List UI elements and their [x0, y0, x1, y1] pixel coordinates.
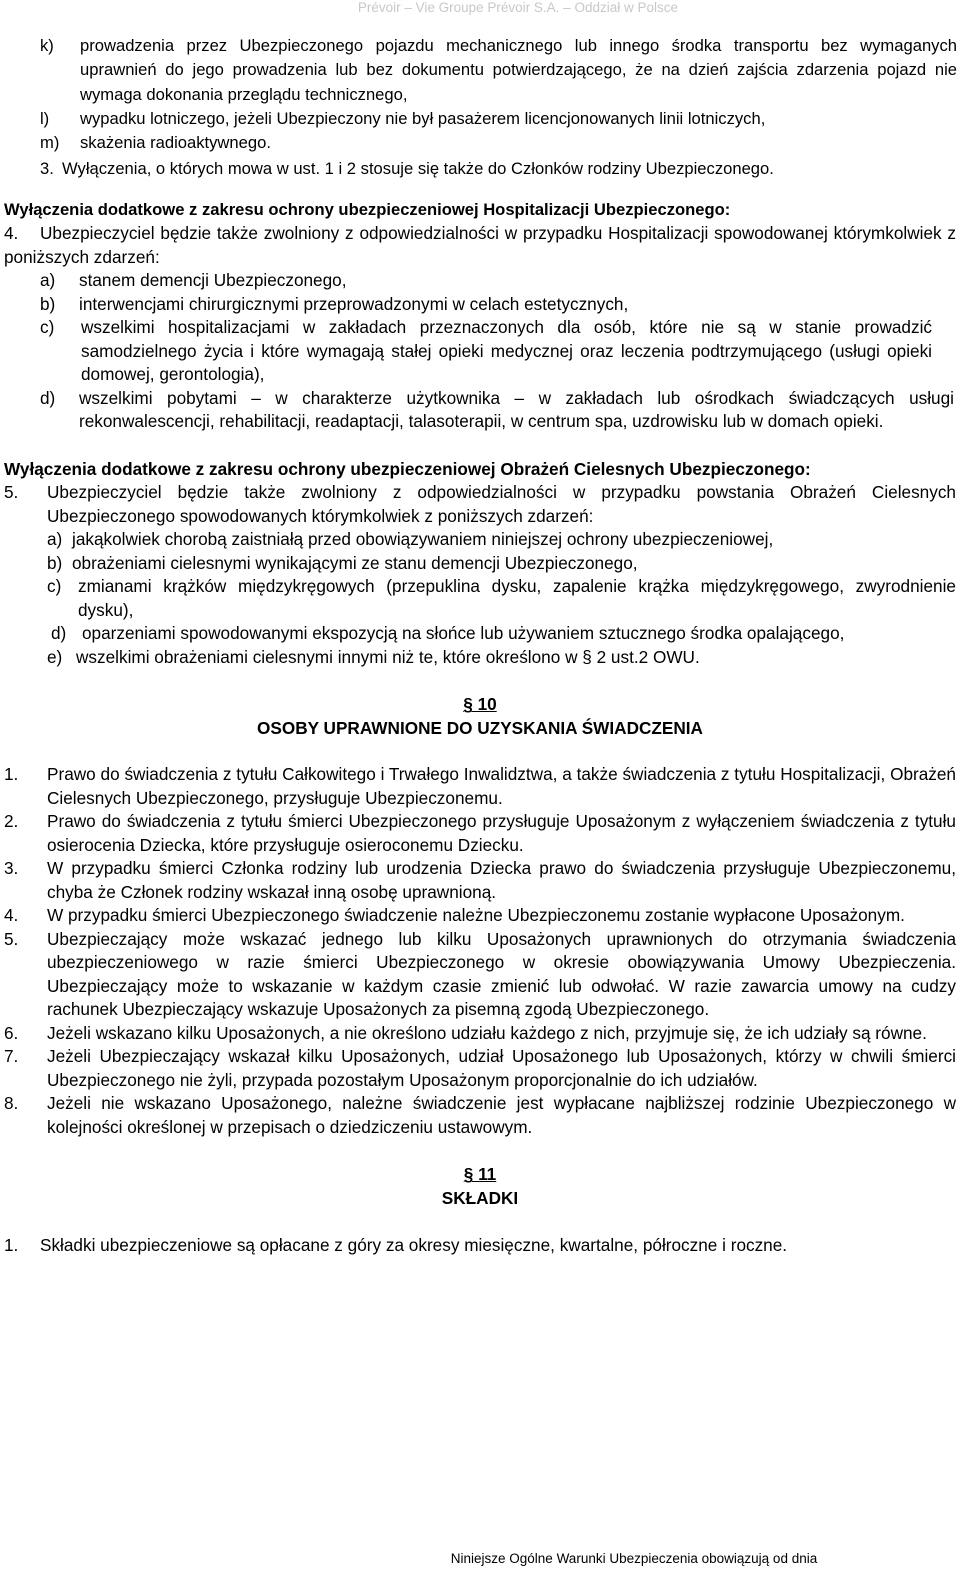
item-text: Prawo do świadczenia z tytułu śmierci Ubezpieczonego przysługuje Uposażonym z wyłączeniem świadczenia z tytułu osierocenia Dziecka, które przysługuje osieroconemu Dziecku. — [47, 811, 956, 855]
section-10-list — [0, 763, 960, 1139]
section-10-item-1 — [0, 763, 960, 810]
item-text: zmianami krążków międzykręgowych (przepuklina dysku, zapalenie krążka międzykręgowego, zwyrodnienie dysku), — [78, 576, 956, 620]
item-label: 1. — [4, 764, 19, 785]
item-text: Jeżeli nie wskazano Uposażonego, należne świadczenie jest wypłacane najbliższej rodzinie Ubezpieczonego w kolejności określonej w przepisach o dziedziczeniu ustawowym. — [47, 1093, 956, 1137]
item-text: Prawo do świadczenia z tytułu Całkowitego i Trwałego Inwalidztwa, a także świadczenia z tytułu Hospitalizacji, Obrażeń Cielesnych Ubezpieczonego, przysługuje Ubezpieczonemu. — [47, 764, 956, 808]
item-text: wszelkimi pobytami – w charakterze użytkownika – w zakładach lub ośrodkach świadczących usługi rekonwalescencji, rehabilitacji, readaptacji, talasoterapii, w centrum spa, uzdrowisku lub w domach opieki. — [79, 387, 954, 432]
exclusion-item-l — [0, 107, 960, 131]
item-label: m) — [40, 133, 60, 153]
item-text: oparzeniami spowodowanymi ekspozycją na słońce lub używaniem sztucznego środka opalającego, — [82, 623, 845, 644]
item-text: stanem demencji Ubezpieczonego, — [79, 270, 347, 291]
item-text: interwencjami chirurgicznymi przeprowadzonymi w celach estetycznych, — [79, 293, 629, 314]
item-label: a) — [47, 529, 63, 550]
item-label: 3. — [40, 158, 54, 178]
item-text: prowadzenia przez Ubezpieczonego pojazdu mechanicznego lub innego środka transportu bez wymaganych uprawnień do jego prowadzenia lub bez dokumentu potwierdzającego, że na dzień zajścia zdarzenia pojazd nie wymaga dokonania przeglądu technicznego, — [80, 36, 957, 104]
item-label: d) — [51, 623, 67, 644]
item-label: 4. — [4, 223, 19, 244]
item-text: Ubezpieczający może wskazać jednego lub kilku Uposażonych uprawnionych do otrzymania świadczenia ubezpieczeniowego w razie śmierci Ubezpieczonego w okresie obowiązywania Umowy Ubezpieczenia. Ubezpieczający może to wskazanie w każdym czasie zmienić lub odwołać. W razie zawarcia umowy na cudzy rachunek Ubezpieczający wskazuje Uposażonych za pisemną zgodą Ubezpieczonego. — [47, 928, 956, 1020]
point-3 — [0, 157, 960, 181]
item-label: 4. — [4, 905, 19, 926]
exclusion-item-m — [0, 131, 960, 155]
item-label: 2. — [4, 811, 19, 832]
item-text: skażenia radioaktywnego. — [80, 133, 271, 153]
item-text: Składki ubezpieczeniowe są opłacane z góry za okresy miesięczne, kwartalne, półroczne i roczne. — [40, 1235, 788, 1256]
section-10-item-2 — [0, 810, 960, 857]
item-label: c) — [40, 317, 55, 338]
section-11-title: SKŁADKI — [441, 1187, 519, 1208]
item-text: W przypadku śmierci Członka rodziny lub urodzenia Dziecka prawo do świadczenia przysługuje Ubezpieczonemu, chyba że Członek rodziny wskazał inną osobę uprawnioną. — [47, 858, 956, 902]
hospitalization-exclusions-heading: Wyłączenia dodatkowe z zakresu ochrony ubezpieczeniowej Hospitalizacji Ubezpieczonego: — [4, 199, 731, 219]
page-header: Prévoir – Vie Groupe Prévoir S.A. – Oddział w Polsce — [357, 0, 678, 15]
item-label: a) — [40, 270, 56, 291]
item-text: Ubezpieczyciel będzie także zwolniony z odpowiedzialności w przypadku powstania Obrażeń Cielesnych Ubezpieczonego spowodowanych którymkolwiek z poniższych zdarzeń: — [47, 482, 956, 526]
item-label: k) — [40, 36, 54, 55]
section-11-number: § 11 — [463, 1164, 497, 1185]
point-5-item-c — [0, 575, 960, 622]
item-text: Jeżeli wskazano kilku Uposażonych, a nie określono udziału każdego z nich, przyjmuje się, że ich udziały są równe. — [47, 1022, 927, 1043]
section-10-item-8 — [0, 1092, 960, 1139]
item-label: 5. — [4, 928, 19, 949]
item-text: Jeżeli Ubezpieczający wskazał kilku Uposażonych, udział Uposażonego lub Uposażonych, którzy w chwili śmierci Ubezpieczonego nie żyli, przypada pozostałym Uposażonym proporcjonalnie do ich udziałów. — [47, 1046, 956, 1090]
item-text: wypadku lotniczego, jeżeli Ubezpieczony nie był pasażerem licencjonowanych linii lotniczych, — [80, 109, 766, 128]
item-label: 7. — [4, 1046, 19, 1067]
item-text: wszelkimi obrażeniami cielesnymi innymi niż te, które określono w § 2 ust.2 OWU. — [76, 646, 700, 667]
section-10-item-4 — [0, 904, 960, 928]
section-11-item-1 — [0, 1234, 960, 1258]
point-5 — [0, 481, 960, 528]
item-text: Wyłączenia, o których mowa w ust. 1 i 2 stosuje się także do Członków rodziny Ubezpieczonego. — [62, 158, 774, 178]
item-label: e) — [47, 646, 63, 667]
point-4-item-c — [0, 316, 960, 387]
item-text: obrażeniami cielesnymi wynikającymi ze stanu demencji Ubezpieczonego, — [72, 552, 638, 573]
section-10-item-3 — [0, 857, 960, 904]
page-footer: Niniejsze Ogólne Warunki Ubezpieczenia obowiązują od dnia — [450, 1551, 818, 1566]
item-label: d) — [40, 387, 56, 408]
point-5-item-b — [0, 552, 960, 576]
point-4-item-b — [0, 293, 960, 317]
item-text: jakąkolwiek chorobą zaistniałą przed obowiązywaniem niniejszej ochrony ubezpieczeniowej, — [72, 529, 774, 550]
item-label: b) — [40, 293, 56, 314]
section-10-item-7 — [0, 1045, 960, 1092]
item-label: 1. — [4, 1235, 19, 1256]
item-label: 8. — [4, 1093, 19, 1114]
point-5-item-a — [0, 528, 960, 552]
item-label: l) — [40, 109, 50, 128]
section-10-item-6 — [0, 1022, 960, 1046]
document-body — [0, 34, 960, 1258]
section-10-number: § 10 — [463, 694, 497, 715]
item-label: 6. — [4, 1022, 19, 1043]
section-10-item-5 — [0, 928, 960, 1022]
item-text: Ubezpieczyciel będzie także zwolniony z odpowiedzialności w przypadku Hospitalizacji spowodowanej którymkolwiek z poniższych zdarzeń: — [4, 223, 956, 267]
item-label: 3. — [4, 858, 19, 879]
injury-exclusions-heading: Wyłączenia dodatkowe z zakresu ochrony ubezpieczeniowej Obrażeń Cielesnych Ubezpieczonego: — [4, 458, 811, 479]
point-4-item-a — [0, 269, 960, 293]
point-5-item-d — [0, 622, 960, 646]
item-label: 5. — [4, 482, 19, 503]
point-4 — [0, 222, 960, 269]
point-4-item-d — [0, 387, 960, 434]
exclusion-item-k — [0, 34, 960, 107]
section-10-title: OSOBY UPRAWNIONE DO UZYSKANIA ŚWIADCZENIA — [257, 717, 703, 738]
item-label: b) — [47, 552, 63, 573]
item-text: wszelkimi hospitalizacjami w zakładach przeznaczonych dla osób, które nie są w stanie prowadzić samodzielnego życia i które wymagają stałej opieki medycznej oraz leczenia podtrzymującego (usługi opieki domowej, gerontologia), — [81, 317, 932, 385]
item-label: c) — [47, 576, 62, 597]
point-5-item-e — [0, 646, 960, 670]
item-text: W przypadku śmierci Ubezpieczonego świadczenie należne Ubezpieczonemu zostanie wypłacone Uposażonym. — [47, 905, 905, 926]
